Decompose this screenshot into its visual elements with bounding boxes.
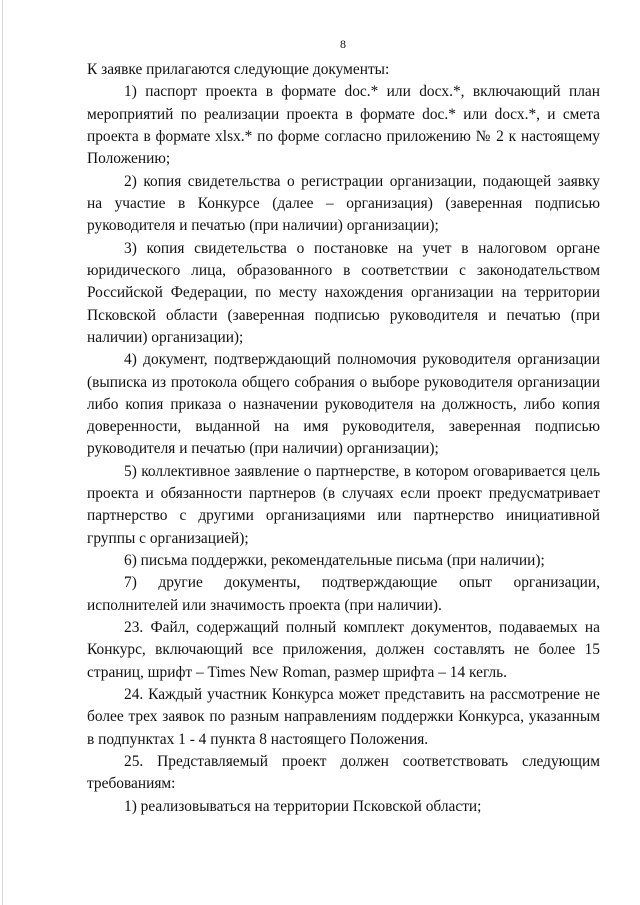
- list-item-4: 4) документ, подтверждающий полномочия руководителя организации (выписка из протокола общего собрания о выборе руководителя организации либо копия приказа о назначении руководителя на должность, либо копия доверенности, выданной на имя руководителя, заверенная подписью руководителя и печатью (при наличии) организации);: [87, 351, 600, 458]
- list-item-3: 3) копия свидетельства о постановке на учет в налоговом органе юридического лица, образованного в соответствии с законодательством Российской Федерации, по месту нахождения организации на территории Псковской области (заверенная подписью руководителя и печатью (при наличии) организации);: [87, 239, 600, 346]
- clause-25: 25. Представляемый проект должен соответствовать следующим требованиям:: [87, 753, 600, 793]
- list-item-2: 2) копия свидетельства о регистрации организации, подающей заявку на участие в Конкурсе (далее – организация) (заверенная подписью руководителя и печатью (при наличии) организации);: [87, 172, 600, 235]
- list-item-7: 7) другие документы, подтверждающие опыт организации, исполнителей или значимость проекта (при наличии).: [87, 574, 600, 614]
- clause-24: 24. Каждый участник Конкурса может представить на рассмотрение не более трех заявок по разным направлениям поддержки Конкурса, указанным в подпунктах 1 - 4 пункта 8 настоящего Положения.: [87, 686, 600, 748]
- page-number: 8: [340, 37, 346, 51]
- intro-paragraph: К заявке прилагаются следующие документы:: [87, 61, 390, 78]
- scan-edge-line: [2, 0, 3, 905]
- list-item-6: 6) письма поддержки, рекомендательные письма (при наличии);: [124, 552, 545, 570]
- list-item-5: 5) коллективное заявление о партнерстве, в котором оговаривается цель проекта и обязанности партнеров (в случаях если проект предусматривает партнерство с другими организациями или партнерство инициативной группы с организацией);: [87, 462, 600, 547]
- list-item-1: 1) паспорт проекта в формате doc.* или docx.*, включающий план мероприятий по реализации проекта в формате doc.* или docx.*, и смета проекта в формате xlsx.* по форме согласно приложению № 2 к настоящему Положению;: [87, 83, 600, 168]
- requirement-item-1: 1) реализовываться на территории Псковской области;: [124, 797, 482, 815]
- clause-23: 23. Файл, содержащий полный комплект документов, подаваемых на Конкурс, включающий все приложения, должен составлять не более 15 страниц, шрифт – Times New Roman, размер шрифта – 14 кегль.: [87, 619, 600, 681]
- document-body: [87, 59, 600, 818]
